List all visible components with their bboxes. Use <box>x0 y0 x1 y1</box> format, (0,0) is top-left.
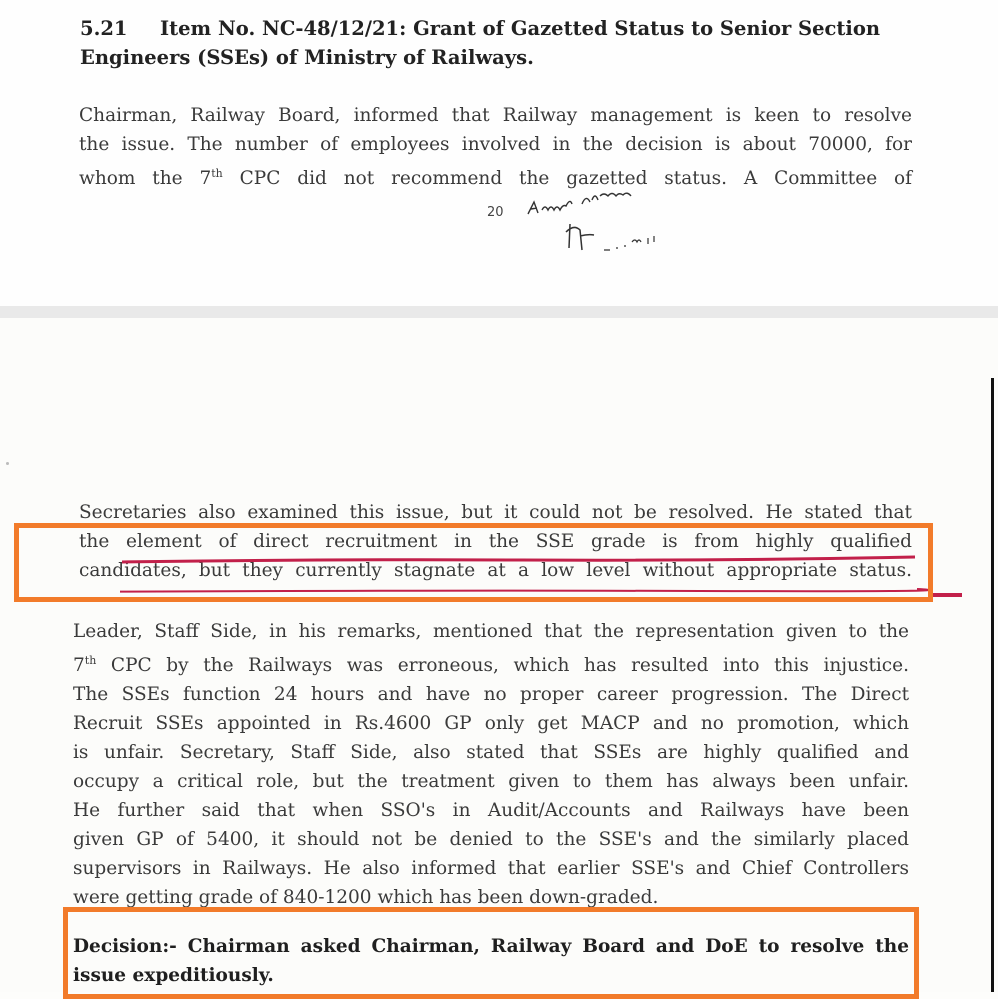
paragraph-line: given GP of 5400, it should not be denied to the SSE's and the similarly placed <box>73 829 909 851</box>
paragraph-line: occupy a critical role, but the treatment given to them has always been unfair. <box>73 771 909 793</box>
heading-line-2: Engineers (SSEs) of Ministry of Railways. <box>80 46 534 69</box>
paragraph-line: the element of direct recruitment in the SSE grade is from highly qualified <box>79 531 912 552</box>
right-margin-line <box>991 378 994 992</box>
paragraph-line: is unfair. Secretary, Staff Side, also stated that SSEs are highly qualified and <box>73 742 909 764</box>
handwritten-approval-annotation <box>520 180 700 260</box>
paragraph-line: He further said that when SSO's in Audit/Accounts and Railways have been <box>73 800 909 822</box>
heading-line-1: Item No. NC-48/12/21: Grant of Gazetted Status to Senior Section <box>160 17 881 40</box>
paragraph-line: candidates, but they currently stagnate at a low level without appropriate status. <box>79 560 912 581</box>
paragraph-line: supervisors in Railways. He also informed that earlier SSE's and Chief Controllers <box>73 858 909 880</box>
paragraph-line: Leader, Staff Side, in his remarks, mentioned that the representation given to the <box>73 621 909 642</box>
page-gap <box>0 306 998 318</box>
item-heading <box>80 14 920 72</box>
paragraph-line: the issue. The number of employees involved in the decision is about 70000, for <box>79 134 912 155</box>
highlight-box-recruitment <box>14 523 933 602</box>
paragraph-line: Recruit SSEs appointed in Rs.4600 GP only get MACP and no promotion, which <box>73 713 909 735</box>
paragraph-line: The SSEs function 24 hours and have no proper career progression. The Direct <box>73 684 909 706</box>
paragraph-line: whom the 7th CPC did not recommend the gazetted status. A Committee of <box>79 167 912 190</box>
paragraph-line: 7th CPC by the Railways was erroneous, which has resulted into this injustice. <box>73 654 909 677</box>
leader-staff-side-paragraph <box>73 617 909 912</box>
decision-line-1: Decision:- Chairman asked Chairman, Railway Board and DoE to resolve the <box>73 936 909 957</box>
chairman-paragraph <box>79 101 912 193</box>
paragraph-line: Secretaries also examined this issue, but it could not be resolved. He stated that <box>79 502 912 523</box>
page-upper <box>0 0 998 306</box>
item-number: 5.21 <box>80 17 128 40</box>
paragraph-line: Chairman, Railway Board, informed that Railway management is keen to resolve <box>79 105 912 126</box>
paragraph-line: were getting grade of 840-1200 which has been down-graded. <box>73 887 659 909</box>
scan-speck <box>6 462 9 465</box>
highlight-box-decision <box>63 907 919 999</box>
decision-line-2: issue expeditiously. <box>73 965 274 986</box>
page-number: 20 <box>487 205 504 220</box>
